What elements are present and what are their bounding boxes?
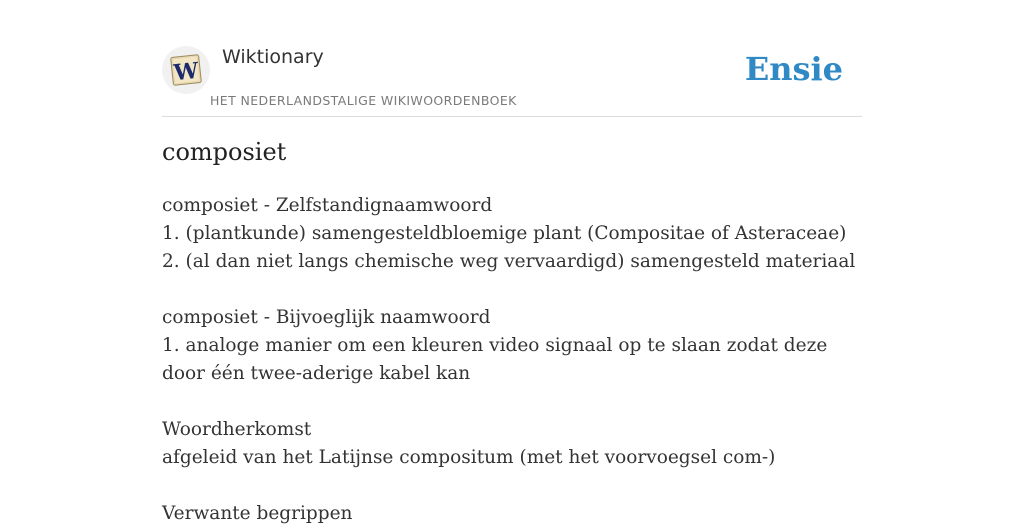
noun-definition-2: 2. (al dan niet langs chemische weg vervaardigd) samengesteld materiaal [162, 251, 856, 272]
etymology-heading: Woordherkomst [162, 419, 312, 440]
wiktionary-logo-icon[interactable] [162, 46, 210, 94]
entry-content [162, 192, 862, 528]
etymology-text: afgeleid van het Latijnse compositum (met het voorvoegsel com-) [162, 447, 776, 468]
related-terms-heading: Verwante begrippen [162, 503, 353, 524]
spacer [162, 472, 862, 500]
site-name[interactable]: Wiktionary [222, 46, 324, 68]
site-tagline: HET NEDERLANDSTALIGE WIKIWOORDENBOEK [210, 93, 517, 108]
site-header [162, 0, 862, 117]
adjective-definition-1: 1. analoge manier om een kleuren video signaal op te slaan zodat deze door één twee-aderige kabel kan [162, 335, 828, 384]
logo-letter: W [172, 57, 200, 87]
adjective-heading: composiet - Bijvoeglijk naamwoord [162, 307, 491, 328]
ensie-logo[interactable]: Ensie [744, 50, 843, 88]
logo-tile-icon [168, 52, 204, 88]
page-title: composiet [162, 138, 287, 166]
spacer [162, 388, 862, 416]
spacer [162, 276, 862, 304]
noun-heading: composiet - Zelfstandignaamwoord [162, 195, 493, 216]
noun-definition-1: 1. (plantkunde) samengesteldbloemige plant (Compositae of Asteraceae) [162, 223, 847, 244]
